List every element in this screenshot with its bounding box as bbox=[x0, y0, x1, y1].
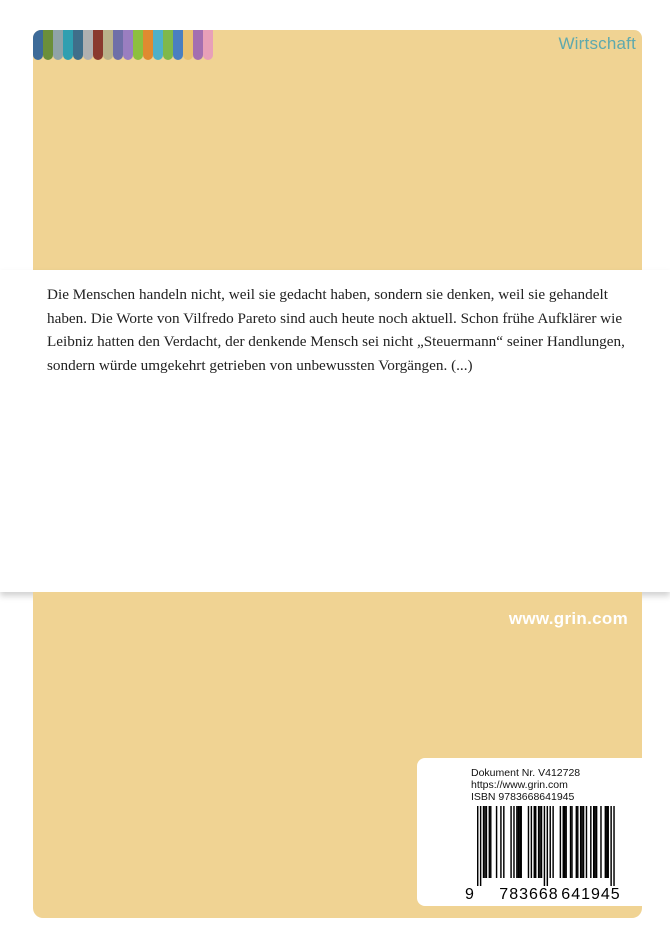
color-stripe bbox=[53, 30, 63, 60]
color-stripe bbox=[143, 30, 153, 60]
barcode-bar bbox=[570, 806, 571, 878]
barcode-bar bbox=[503, 806, 504, 878]
barcode-bar bbox=[594, 806, 595, 878]
barcode-bar bbox=[539, 806, 540, 878]
color-stripe bbox=[183, 30, 193, 60]
barcode-bar bbox=[477, 806, 478, 886]
barcode-bar bbox=[490, 806, 491, 878]
barcode-bar bbox=[596, 806, 597, 878]
barcode-bar bbox=[580, 806, 581, 878]
isbn-barcode bbox=[465, 806, 635, 902]
barcode-digits-left: 783668 bbox=[499, 886, 559, 902]
color-stripe bbox=[163, 30, 173, 60]
barcode-bar bbox=[541, 806, 542, 878]
color-stripe bbox=[153, 30, 163, 60]
barcode-bar bbox=[483, 806, 484, 878]
barcode-bar bbox=[583, 806, 584, 878]
abstract-text: Die Menschen handeln nicht, weil sie gedacht haben, sondern sie denken, weil sie gehandelt haben. Die Worte von Vilfredo Pareto sind auch heute noch aktuell. Schon frühe Aufklärer wie Leibniz hatten den Verdacht, der denkende Mensch sei nicht „Steuermann“ seiner Handlungen, sondern würde umgekehrt getrieben von unbewussten Vorgängen. (...) bbox=[47, 286, 625, 374]
barcode-bar bbox=[500, 806, 501, 878]
color-stripes bbox=[33, 30, 213, 60]
barcode-bar bbox=[563, 806, 564, 878]
barcode-bar bbox=[519, 806, 520, 878]
category-label: Wirtschaft bbox=[558, 34, 636, 53]
barcode-bar bbox=[535, 806, 536, 878]
color-stripe bbox=[113, 30, 123, 60]
color-stripe bbox=[133, 30, 143, 60]
barcode-bars bbox=[477, 806, 615, 886]
barcode-bar bbox=[544, 806, 545, 886]
barcode-bar bbox=[590, 806, 591, 878]
color-stripe bbox=[173, 30, 183, 60]
abstract-band bbox=[0, 270, 670, 592]
barcode-digits-right: 641945 bbox=[561, 886, 621, 902]
color-stripe bbox=[73, 30, 83, 60]
barcode-bar bbox=[610, 806, 611, 886]
document-number: Dokument Nr. V412728 bbox=[471, 767, 581, 779]
color-stripe bbox=[93, 30, 103, 60]
color-stripe bbox=[203, 30, 213, 60]
color-stripe bbox=[33, 30, 43, 60]
barcode-bar bbox=[586, 806, 587, 878]
barcode-lead-digit: 9 bbox=[465, 886, 474, 902]
barcode-bar bbox=[547, 806, 548, 886]
publisher-url: https://www.grin.com bbox=[471, 779, 568, 791]
cover-top-panel bbox=[33, 30, 642, 270]
barcode-bar bbox=[480, 806, 481, 886]
color-stripe bbox=[103, 30, 113, 60]
barcode-bar bbox=[613, 806, 614, 886]
barcode-bar bbox=[564, 806, 565, 878]
barcode-bar bbox=[489, 806, 490, 878]
isbn-info-box bbox=[417, 758, 643, 906]
barcode-bar bbox=[560, 806, 561, 878]
barcode-bar bbox=[531, 806, 532, 878]
barcode-bar bbox=[538, 806, 539, 878]
barcode-bar bbox=[496, 806, 497, 878]
barcode-bar bbox=[565, 806, 566, 878]
barcode-bar bbox=[484, 806, 485, 878]
publisher-website: www.grin.com bbox=[508, 609, 628, 628]
color-stripe bbox=[63, 30, 73, 60]
barcode-bar bbox=[576, 806, 577, 878]
barcode-bar bbox=[577, 806, 578, 878]
barcode-bar bbox=[510, 806, 511, 878]
isbn-number: ISBN 9783668641945 bbox=[471, 791, 575, 803]
barcode-bar bbox=[516, 806, 517, 878]
barcode-bar bbox=[605, 806, 606, 878]
barcode-bar bbox=[608, 806, 609, 878]
barcode-bar bbox=[581, 806, 582, 878]
barcode-bar bbox=[550, 806, 551, 878]
barcode-bar bbox=[513, 806, 514, 878]
color-stripe bbox=[123, 30, 133, 60]
barcode-bar bbox=[521, 806, 522, 878]
barcode-bar bbox=[606, 806, 607, 878]
barcode-bar bbox=[600, 806, 601, 878]
color-stripe bbox=[193, 30, 203, 60]
barcode-bar bbox=[534, 806, 535, 878]
barcode-bar bbox=[571, 806, 572, 878]
color-stripe bbox=[43, 30, 53, 60]
barcode-bar bbox=[486, 806, 487, 878]
barcode-bar bbox=[518, 806, 519, 878]
barcode-bar bbox=[593, 806, 594, 878]
barcode-bar bbox=[528, 806, 529, 878]
color-stripe bbox=[83, 30, 93, 60]
barcode-bar bbox=[552, 806, 553, 878]
